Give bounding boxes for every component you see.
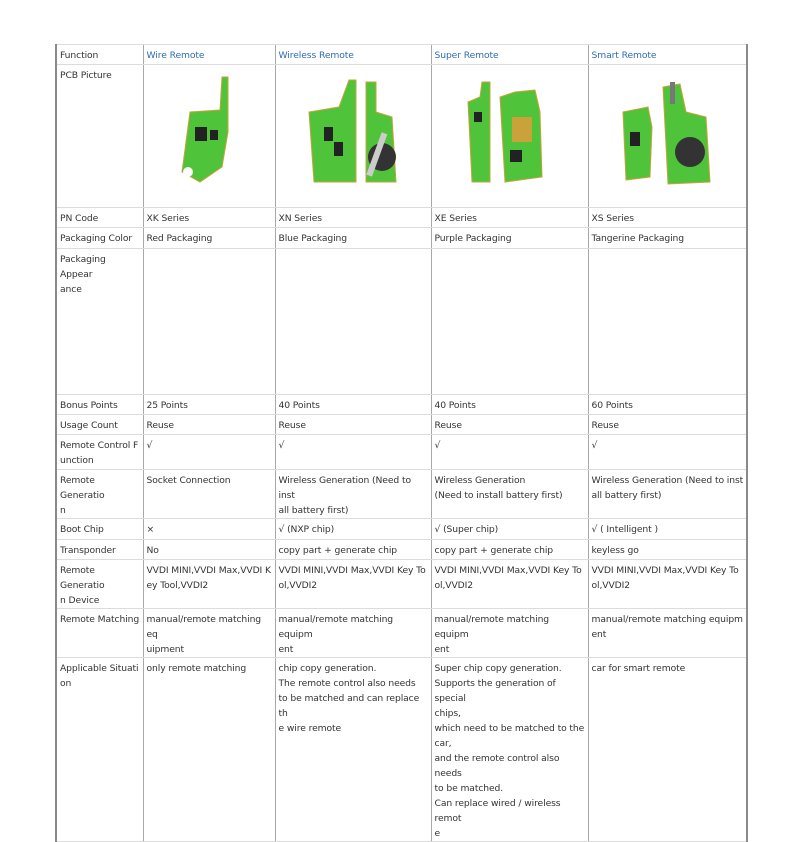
remote-comparison-table (55, 44, 748, 842)
table-row (56, 208, 747, 228)
table-cell: copy part + generate chip (431, 540, 588, 560)
row-label: Boot Chip (56, 519, 143, 540)
pcb-picture (431, 65, 588, 208)
pcb-picture (275, 65, 431, 208)
header-row (56, 45, 747, 65)
table-cell (431, 249, 588, 395)
table-cell: √ (588, 435, 747, 470)
row-label: Remote Matching (56, 609, 143, 658)
table-cell: Red Packaging (143, 228, 275, 249)
table-cell: 25 Points (143, 395, 275, 415)
table-cell: Blue Packaging (275, 228, 431, 249)
pcb-picture (143, 65, 275, 208)
table-cell: √ (275, 435, 431, 470)
table-cell: √ (NXP chip) (275, 519, 431, 540)
table-cell: Reuse (275, 415, 431, 435)
table-cell: XE Series (431, 208, 588, 228)
row-label: Transponder (56, 540, 143, 560)
table-cell: VVDI MINI,VVDI Max,VVDI K ey Tool,VVDI2 (143, 560, 275, 609)
table-cell: manual/remote matching eq uipment (143, 609, 275, 658)
table-row (56, 658, 747, 842)
row-label: Remote Generatio n Device (56, 560, 143, 609)
table-row (56, 65, 747, 208)
table-cell: manual/remote matching equipm ent (431, 609, 588, 658)
table-cell (143, 249, 275, 395)
table-cell: Socket Connection (143, 470, 275, 519)
table-row (56, 560, 747, 609)
row-label: Packaging Color (56, 228, 143, 249)
table-cell: VVDI MINI,VVDI Max,VVDI Key To ol,VVDI2 (431, 560, 588, 609)
table-cell: √ (Super chip) (431, 519, 588, 540)
table-cell: √ (431, 435, 588, 470)
table-row (56, 540, 747, 560)
table-cell: Reuse (143, 415, 275, 435)
table-cell: Reuse (588, 415, 747, 435)
row-label: Applicable Situati on (56, 658, 143, 842)
table-row (56, 415, 747, 435)
table-cell: Purple Packaging (431, 228, 588, 249)
table-row (56, 395, 747, 415)
table-cell: chip copy generation. The remote control also needs to be matched and can replace th e wire remote (275, 658, 431, 842)
table-cell: No (143, 540, 275, 560)
table-row (56, 609, 747, 658)
table-cell: manual/remote matching equipm ent (588, 609, 747, 658)
table-cell (275, 249, 431, 395)
table-cell: 60 Points (588, 395, 747, 415)
table-row (56, 435, 747, 470)
table-row (56, 519, 747, 540)
column-header-super-remote: Super Remote (431, 45, 588, 65)
table-cell: Super chip copy generation. Supports the generation of special chips, which need to be matched to the car, and the remote control also needs to be matched. Can replace wired / wireless remot e (431, 658, 588, 842)
table-cell: manual/remote matching equipm ent (275, 609, 431, 658)
table-cell: only remote matching (143, 658, 275, 842)
table-row (56, 228, 747, 249)
table-cell: XN Series (275, 208, 431, 228)
table-cell (588, 249, 747, 395)
table-cell: Wireless Generation (Need to inst all battery first) (588, 470, 747, 519)
table-cell: VVDI MINI,VVDI Max,VVDI Key To ol,VVDI2 (588, 560, 747, 609)
table-cell: Wireless Generation (Need to inst all battery first) (275, 470, 431, 519)
column-header-smart-remote: Smart Remote (588, 45, 747, 65)
table-cell: 40 Points (275, 395, 431, 415)
table-cell: √ (143, 435, 275, 470)
row-label: Remote Generatio n (56, 470, 143, 519)
table-cell: copy part + generate chip (275, 540, 431, 560)
pcb-picture (588, 65, 747, 208)
table-cell: XK Series (143, 208, 275, 228)
table-cell: 40 Points (431, 395, 588, 415)
column-header-wireless-remote: Wireless Remote (275, 45, 431, 65)
column-header-function: Function (56, 45, 143, 65)
table-cell: Tangerine Packaging (588, 228, 747, 249)
table-row (56, 470, 747, 519)
row-label: Bonus Points (56, 395, 143, 415)
table-cell: XS Series (588, 208, 747, 228)
table-cell: car for smart remote (588, 658, 747, 842)
table-cell: × (143, 519, 275, 540)
table-cell: √ ( Intelligent ) (588, 519, 747, 540)
table-cell: keyless go (588, 540, 747, 560)
row-label: PCB Picture (56, 65, 143, 208)
column-header-wire-remote: Wire Remote (143, 45, 275, 65)
row-label: PN Code (56, 208, 143, 228)
row-label: Remote Control F unction (56, 435, 143, 470)
table-row (56, 249, 747, 395)
table-cell: Reuse (431, 415, 588, 435)
table-cell: Wireless Generation (Need to install battery first) (431, 470, 588, 519)
row-label: Packaging Appear ance (56, 249, 143, 395)
row-label: Usage Count (56, 415, 143, 435)
table-cell: VVDI MINI,VVDI Max,VVDI Key To ol,VVDI2 (275, 560, 431, 609)
